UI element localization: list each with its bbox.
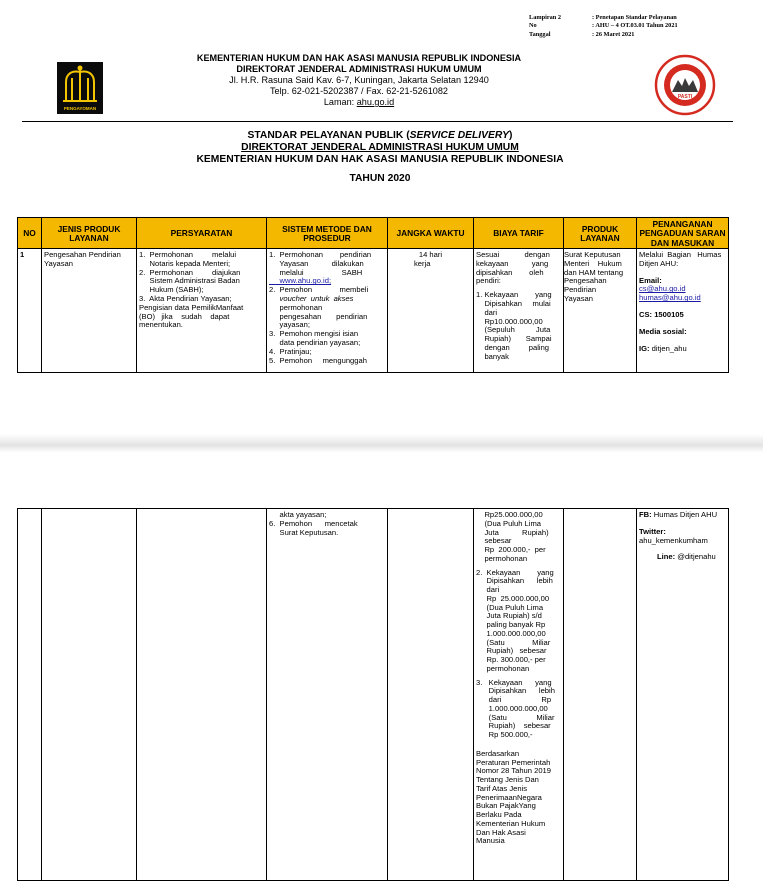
cell-line: Yayasan dilakukan [269, 258, 364, 268]
lampiran-row: Lampiran 2 : Penetapan Standar Pelayanan [529, 14, 677, 21]
cell-line: 3. Akta Pendirian Yayasan; [139, 293, 232, 303]
cell-line: Surat Keputusan [564, 250, 621, 259]
cell-produk [564, 249, 637, 373]
cell-pengaduan-cont [637, 509, 729, 881]
cell-line: Hukum (SABH); [139, 285, 204, 295]
header-pengaduan: PENANGANAN PENGADUAN SARAN DAN MASUKAN [637, 218, 729, 249]
twitter-label: Twitter: [639, 526, 666, 536]
cell-line: Bukan PajakYang [476, 801, 536, 811]
header-sistem: SISTEM METODE DAN PROSEDUR [267, 218, 388, 249]
cell-line: (Satu Miliar [476, 637, 551, 647]
cell-line: kekayaan yang [476, 258, 549, 268]
cell-line: paling banyak Rp [476, 620, 546, 629]
cell-line: Dipisahkan lebih [476, 686, 555, 696]
cell-line: Juta Rupiah) [476, 527, 549, 537]
title-line-2: DIREKTORAT JENDERAL ADMINISTRASI HUKUM UMUM [241, 142, 519, 153]
page-break [0, 434, 763, 496]
cell-line: Ditjen AHU: [639, 258, 679, 268]
phone-line: Telp. 62-021-5202387 / Fax. 62-21-5261082 [270, 86, 448, 96]
cell-no-empty [18, 509, 42, 881]
cell-jenis [42, 249, 137, 373]
cell-line: Rupiah) sebesar [476, 646, 547, 656]
cell-line: Notaris kepada Menteri; [139, 258, 231, 268]
cell-line: Dipisahkan mulai [476, 298, 551, 308]
cell-line: Tentang Jenis Dan [476, 775, 539, 784]
cell-line: voucher untuk akses [269, 293, 354, 303]
cs-number: CS: 1500105 [639, 309, 684, 319]
row-number: 1 [18, 249, 42, 373]
cell-line: Rp10.000.000,00 [476, 316, 543, 326]
cell-line: Pengesahan Pendirian [44, 250, 121, 259]
letterhead-divider [22, 121, 733, 122]
cell-jangka [388, 249, 474, 373]
cell-line: Manusia [476, 836, 505, 846]
cell-line: 1.000.000.000,00 [476, 628, 546, 638]
cell-sistem [267, 249, 388, 373]
cell-line: pengesahan pendirian [269, 311, 368, 321]
cell-line: 3. Kekayaan yang [476, 677, 552, 687]
cell-line: Pengesahan [564, 276, 607, 286]
cell-biaya-cont [474, 509, 564, 881]
cell-line: (Dua Puluh Lima [476, 602, 544, 612]
logo-left-caption: PENGAYOMAN [63, 106, 97, 111]
line-line: Line: @ditjenahu [657, 552, 716, 562]
header-no: NO [18, 218, 42, 249]
cell-line: 3. Pemohon mengisi isian [269, 329, 359, 339]
title-line-3: KEMENTERIAN HUKUM DAN HAK ASASI MANUSIA REPUBLIK INDONESIA [196, 154, 564, 165]
email-label: Email: [639, 275, 662, 285]
cell-line: Rp 25.000.000,00 [476, 593, 550, 603]
cell-line: dari [476, 307, 498, 317]
cell-line: permohonan [476, 663, 530, 673]
fb-line: FB: Humas Ditjen AHU [639, 510, 718, 519]
sistem-link[interactable]: www.ahu.go.id; [269, 276, 332, 286]
cell-line: Pengisian data PemilikManfaat [139, 302, 244, 312]
cell-line: Rupiah) Sampai [476, 334, 552, 344]
cell-line: 2. Permohonan diajukan [139, 267, 241, 277]
cell-line: banyak [476, 351, 509, 361]
cell-line: Berdasarkan [476, 748, 520, 758]
cell-sistem-cont [267, 509, 388, 881]
cell-line: (BO) jika sudah dapat [139, 311, 230, 321]
pasti-emblem-icon [654, 54, 716, 116]
cell-jenis-empty [42, 509, 137, 881]
cell-line: Yayasan [564, 293, 593, 303]
cell-line: Berlaku Pada [476, 810, 522, 819]
service-standard-table [17, 217, 729, 373]
pengayoman-emblem-icon [57, 62, 103, 114]
cell-line: Yayasan [44, 258, 73, 268]
cell-line: Rupiah) sebesar [476, 721, 551, 731]
header-jangka: JANGKA WAKTU [388, 218, 474, 249]
cell-line: sebesar [476, 536, 512, 546]
cell-line: Pendirian [564, 285, 597, 295]
cell-line: 2. Kekayaan yang [476, 567, 554, 577]
document-page-2 [0, 496, 763, 884]
header-biaya: BIAYA TARIF [474, 218, 564, 249]
cell-line: Tarif Atas Jenis [476, 783, 528, 793]
cell-line: Menteri Hukum [564, 258, 622, 268]
cell-line: Surat Keputusan. [269, 527, 339, 537]
lampiran-row: Tanggal : 26 Maret 2021 [529, 30, 635, 38]
cell-persyaratan [137, 249, 267, 373]
email-link-humas[interactable]: humas@ahu.go.id [639, 293, 701, 303]
letterhead [150, 53, 568, 108]
cell-line: dari [476, 585, 500, 594]
cell-line: yayasan; [269, 320, 310, 330]
title-line-1: STANDAR PELAYANAN PUBLIK (SERVICE DELIVERY) [247, 130, 513, 141]
document-title [140, 130, 620, 185]
lampiran-row: No : AHU – 4 OT.03.01 Tahun 2021 [529, 22, 678, 30]
table-row [18, 249, 729, 373]
cell-line: Juta Rupiah) s/d [476, 611, 542, 621]
document-page-1 [0, 0, 763, 434]
cell-line: Nomor 28 Tahun 2019 [476, 766, 552, 776]
cell-line: (Dua Puluh Lima [476, 518, 541, 528]
header-persyaratan: PERSYARATAN [137, 218, 267, 249]
pasti-logo [654, 54, 716, 116]
title-year: TAHUN 2020 [349, 173, 411, 184]
cell-line: Rp. 300.000,- per [476, 655, 546, 664]
cell-line: Dipisahkan lebih [476, 576, 553, 586]
table-header-row [18, 218, 729, 249]
directorate-name: DIREKTORAT JENDERAL ADMINISTRASI HUKUM UMUM [236, 64, 482, 74]
cell-persyaratan-empty [137, 509, 267, 881]
ig-line: IG: ditjen_ahu [639, 343, 687, 353]
service-standard-table-continued [17, 508, 729, 881]
cell-line: 1. Kekayaan yang [476, 290, 552, 300]
lampiran-block [529, 14, 678, 39]
cell-line: pendiri: [476, 276, 501, 286]
cell-line: data pendirian yayasan; [269, 337, 361, 347]
cell-line: Dan Hak Asasi [476, 827, 526, 837]
cell-line: Kementerian Hukum [476, 818, 546, 828]
cell-line: Rp25.000.000,00 [476, 510, 543, 519]
cell-line: PenerimaanNegara [476, 792, 542, 802]
cell-line: akta yayasan; [269, 510, 327, 519]
cell-line: Sistem Administrasi Badan [139, 276, 240, 286]
pengayoman-logo [57, 62, 103, 114]
cell-line: 4. Pratinjau; [269, 346, 312, 356]
ministry-name: KEMENTERIAN HUKUM DAN HAK ASASI MANUSIA REPUBLIK INDONESIA [196, 53, 522, 63]
cell-line: Rp 200.000,- per [476, 545, 546, 554]
cell-line: (Satu Miliar [476, 712, 555, 722]
cell-line: (Sepuluh Juta [476, 325, 551, 335]
cell-line: 1.000.000.000,00 [476, 703, 548, 713]
cell-line: Sesuai dengan [476, 250, 550, 259]
cell-pengaduan [637, 249, 729, 373]
cell-line: permohonan [269, 302, 323, 312]
cell-line: 1. Permohonan pendirian [269, 250, 372, 259]
cell-line: Peraturan Pemerintah [476, 757, 551, 767]
cell-line: dari Rp [476, 695, 552, 704]
address-line: Jl. H.R. Rasuna Said Kav. 6-7, Kuningan, Jakarta Selatan 12940 [229, 75, 489, 85]
cell-produk-empty [564, 509, 637, 881]
cell-line: permohonan [476, 553, 528, 563]
cell-line: 6. Pemohon mencetak [269, 518, 358, 528]
cell-line: menentukan. [139, 320, 183, 330]
cell-jangka-empty [388, 509, 474, 881]
cell-line: 5. Pemohon mengunggah [269, 355, 367, 365]
cell-line: 14 hari [418, 250, 443, 259]
cell-line: dipisahkan oleh [476, 267, 544, 277]
cell-line: 1. Permohonan melalui [139, 250, 237, 259]
cell-biaya [474, 249, 564, 373]
cell-line: 2. Pemohon membeli [269, 285, 369, 295]
header-produk: PRODUK LAYANAN [564, 218, 637, 249]
logo-right-caption: PASTI [677, 94, 693, 100]
cell-line: Melalui Bagian Humas [639, 250, 722, 259]
cell-line: dengan paling [476, 342, 550, 352]
email-link-cs[interactable]: cs@ahu.go.id [639, 284, 686, 294]
website-link[interactable]: ahu.go.id [356, 97, 395, 107]
twitter-value: ahu_kemenkumham [639, 535, 708, 545]
cell-line: melalui SABH [269, 267, 363, 277]
header-jenis: JENIS PRODUK LAYANAN [42, 218, 137, 249]
medsos-label: Media sosial: [639, 326, 687, 336]
cell-line: kerja [414, 258, 431, 268]
cell-line: dan HAM tentang [564, 267, 624, 277]
cell-line: Rp 500.000,- [476, 730, 533, 739]
table-row [18, 509, 729, 881]
website-line: Laman: ahu.go.id [323, 97, 395, 107]
